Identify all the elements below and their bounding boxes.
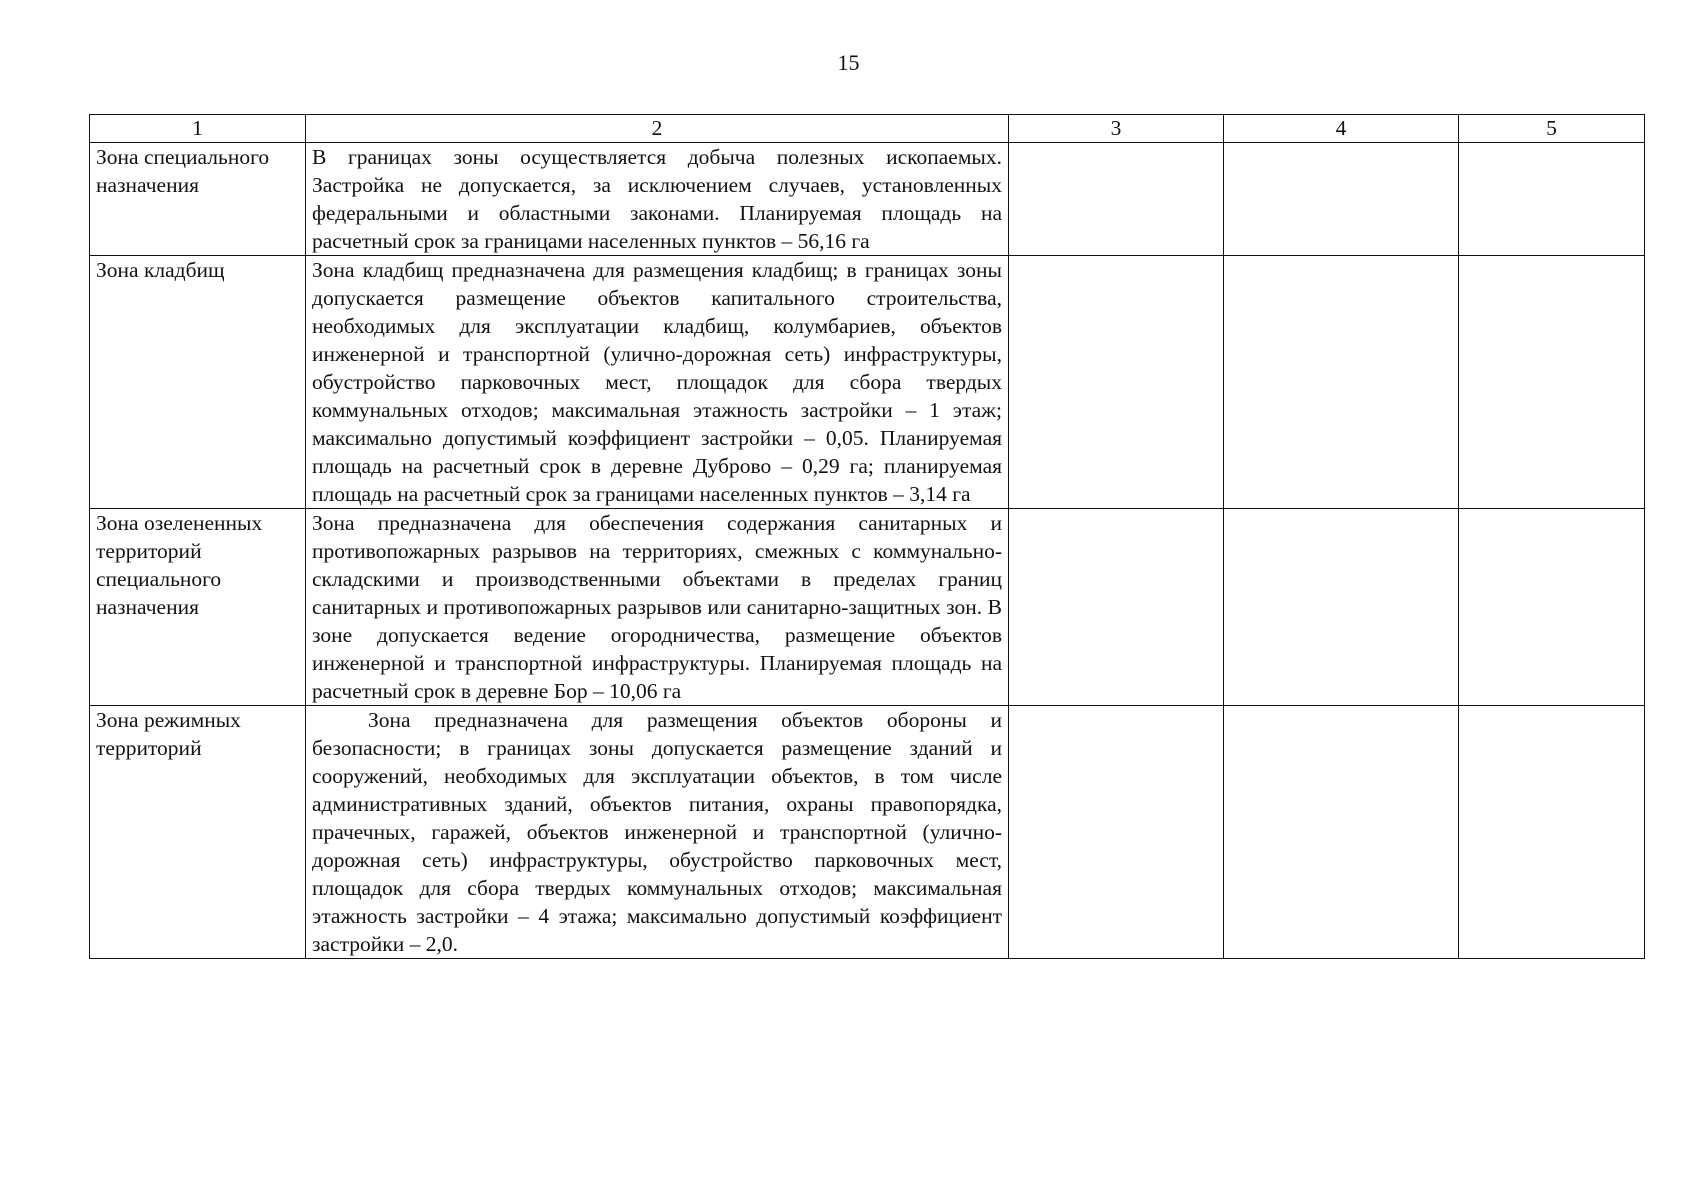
column-4-cell [1224,509,1459,706]
column-5-cell [1459,143,1645,256]
table-row [90,256,1645,509]
header-cell-3: 3 [1009,115,1224,143]
table-row [90,509,1645,706]
page-number: 15 [837,50,860,75]
zone-name-cell: Зона специального назначения [90,143,306,256]
header-cell-5: 5 [1459,115,1645,143]
column-3-cell [1009,706,1224,959]
column-4-cell [1224,256,1459,509]
zone-description-cell [306,706,1009,959]
column-5-cell [1459,706,1645,959]
zone-description-cell [306,143,1009,256]
zone-name-cell: Зона озелененных территорий специального назначения [90,509,306,706]
zone-description-text: В границах зоны осуществляется добыча полезных ископаемых. Застройка не допускается, за исключением случаев, установленных федеральными и областными законами. Планируемая площадь на расчетный срок за границами населенных пунктов – 56,16 га [312,145,1002,253]
column-3-cell [1009,509,1224,706]
header-cell-4: 4 [1224,115,1459,143]
zone-name-cell: Зона режимных территорий [90,706,306,959]
zone-description-text: Зона кладбищ предназначена для размещения кладбищ; в границах зоны допускается размещение объектов капитального строительства, необходимых для эксплуатации кладбищ, колумбариев, объектов инженерной и транспортной (улично-дорожная сеть) инфраструктуры, обустройство парковочных мест, площадок для сбора твердых коммунальных отходов; максимальная этажность застройки – 1 этаж; максимально допустимый коэффициент застройки – 0,05. Планируемая площадь на расчетный срок в деревне Дуброво – 0,29 га; планируемая площадь на расчетный срок за границами населенных пунктов – 3,14 га [312,258,1002,506]
column-4-cell [1224,706,1459,959]
zone-name-cell: Зона кладбищ [90,256,306,509]
column-3-cell [1009,256,1224,509]
header-row [90,115,1645,143]
zone-description-text: Зона предназначена для обеспечения содержания санитарных и противопожарных разрывов на территориях, смежных с коммунально-складскими и производственными объектами в пределах границ санитарных и противопожарных разрывов или санитарно-защитных зон. В зоне допускается ведение огородничества, размещение объектов инженерной и транспортной инфраструктуры. Планируемая площадь на расчетный срок в деревне Бор – 10,06 га [312,511,1002,703]
column-3-cell [1009,143,1224,256]
column-5-cell [1459,509,1645,706]
column-4-cell [1224,143,1459,256]
table-row [90,706,1645,959]
zone-description-text: Зона предназначена для размещения объектов обороны и безопасности; в границах зоны допускается размещение зданий и сооружений, необходимых для эксплуатации объектов, в том числе административных зданий, объектов питания, охраны правопорядка, прачечных, гаражей, объектов инженерной и транспортной (улично-дорожная сеть) инфраструктуры, обустройство парковочных мест, площадок для сбора твердых коммунальных отходов; максимальная этажность застройки – 4 этажа; максимально допустимый коэффициент застройки – 2,0. [312,708,1002,956]
column-5-cell [1459,256,1645,509]
zone-description-cell [306,256,1009,509]
zone-description-cell [306,509,1009,706]
table-row [90,143,1645,256]
header-cell-2: 2 [306,115,1009,143]
header-cell-1: 1 [90,115,306,143]
zones-table [89,114,1645,959]
